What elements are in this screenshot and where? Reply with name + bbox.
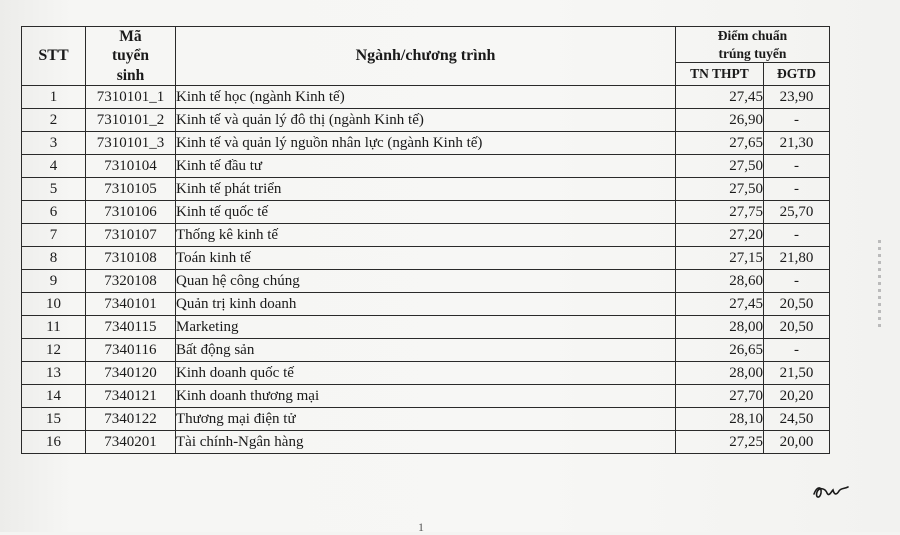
cell-stt: 1 xyxy=(22,86,86,109)
cell-stt: 2 xyxy=(22,109,86,132)
page-number: 1 xyxy=(418,520,424,534)
cell-nganh: Kinh doanh quốc tế xyxy=(176,362,676,385)
cell-ma-tuyen-sinh: 7340121 xyxy=(86,385,176,408)
table-row xyxy=(22,155,830,178)
cell-dgtd: 20,20 xyxy=(764,385,830,408)
header-ma-line2: tuyển xyxy=(111,47,150,65)
cell-ma-tuyen-sinh: 7310101_2 xyxy=(86,109,176,132)
cell-stt: 13 xyxy=(22,362,86,385)
header-ma-line3: sinh xyxy=(116,66,145,84)
table-row xyxy=(22,178,830,201)
table-row xyxy=(22,431,830,454)
cell-nganh: Kinh tế và quản lý đô thị (ngành Kinh tế) xyxy=(176,109,676,132)
table-row xyxy=(22,293,830,316)
cell-nganh: Toán kinh tế xyxy=(176,247,676,270)
cell-nganh: Thống kê kinh tế xyxy=(176,224,676,247)
cell-nganh: Thương mại điện tử xyxy=(176,408,676,431)
table-row xyxy=(22,339,830,362)
cell-nganh: Bất động sản xyxy=(176,339,676,362)
cell-dgtd: 21,50 xyxy=(764,362,830,385)
cell-ma-tuyen-sinh: 7340120 xyxy=(86,362,176,385)
cell-ma-tuyen-sinh: 7340201 xyxy=(86,431,176,454)
cell-tn-thpt: 26,65 xyxy=(676,339,764,362)
cell-nganh: Tài chính-Ngân hàng xyxy=(176,431,676,454)
header-row xyxy=(22,27,830,63)
cell-stt: 16 xyxy=(22,431,86,454)
header-diem-line1: Điểm chuẩn xyxy=(717,28,788,43)
header-ma-line1: Mã xyxy=(119,28,142,45)
table-row xyxy=(22,385,830,408)
cell-nganh: Marketing xyxy=(176,316,676,339)
cell-dgtd: 20,50 xyxy=(764,293,830,316)
cell-dgtd: 20,00 xyxy=(764,431,830,454)
cell-dgtd: 21,80 xyxy=(764,247,830,270)
cell-dgtd: - xyxy=(764,270,830,293)
cell-tn-thpt: 27,25 xyxy=(676,431,764,454)
header-diem-line2: trúng tuyển xyxy=(718,45,787,61)
cell-nganh: Kinh tế học (ngành Kinh tế) xyxy=(176,86,676,109)
cell-stt: 10 xyxy=(22,293,86,316)
cell-nganh: Quan hệ công chúng xyxy=(176,270,676,293)
cell-stt: 6 xyxy=(22,201,86,224)
cell-tn-thpt: 26,90 xyxy=(676,109,764,132)
cell-tn-thpt: 28,60 xyxy=(676,270,764,293)
cell-dgtd: - xyxy=(764,224,830,247)
table-row xyxy=(22,362,830,385)
cell-nganh: Kinh tế và quản lý nguồn nhân lực (ngành Kinh tế) xyxy=(176,132,676,155)
cell-tn-thpt: 28,00 xyxy=(676,316,764,339)
cell-tn-thpt: 27,75 xyxy=(676,201,764,224)
cell-ma-tuyen-sinh: 7320108 xyxy=(86,270,176,293)
admission-scores-table xyxy=(21,26,830,454)
cell-stt: 11 xyxy=(22,316,86,339)
table-row xyxy=(22,109,830,132)
cell-stt: 9 xyxy=(22,270,86,293)
cell-tn-thpt: 27,20 xyxy=(676,224,764,247)
cell-tn-thpt: 28,00 xyxy=(676,362,764,385)
table-row xyxy=(22,408,830,431)
cell-stt: 4 xyxy=(22,155,86,178)
cell-dgtd: 21,30 xyxy=(764,132,830,155)
cell-ma-tuyen-sinh: 7310101_1 xyxy=(86,86,176,109)
cell-tn-thpt: 27,65 xyxy=(676,132,764,155)
cell-stt: 7 xyxy=(22,224,86,247)
table-row xyxy=(22,247,830,270)
table-row xyxy=(22,132,830,155)
cell-ma-tuyen-sinh: 7340101 xyxy=(86,293,176,316)
cell-ma-tuyen-sinh: 7310101_3 xyxy=(86,132,176,155)
signature-icon xyxy=(811,480,851,502)
cell-ma-tuyen-sinh: 7340115 xyxy=(86,316,176,339)
header-ma-tuyen-sinh xyxy=(86,27,176,86)
table-row xyxy=(22,224,830,247)
cell-ma-tuyen-sinh: 7310105 xyxy=(86,178,176,201)
table-row xyxy=(22,201,830,224)
table-row xyxy=(22,316,830,339)
cell-nganh: Quản trị kinh doanh xyxy=(176,293,676,316)
cell-nganh: Kinh tế phát triển xyxy=(176,178,676,201)
cell-tn-thpt: 28,10 xyxy=(676,408,764,431)
cell-ma-tuyen-sinh: 7340122 xyxy=(86,408,176,431)
scan-edge-mark xyxy=(878,240,881,330)
cell-nganh: Kinh tế quốc tế xyxy=(176,201,676,224)
cell-tn-thpt: 27,45 xyxy=(676,293,764,316)
header-dgtd: ĐGTD xyxy=(764,63,830,86)
cell-stt: 3 xyxy=(22,132,86,155)
cell-ma-tuyen-sinh: 7310104 xyxy=(86,155,176,178)
cell-stt: 5 xyxy=(22,178,86,201)
cell-dgtd: - xyxy=(764,155,830,178)
cell-dgtd: 25,70 xyxy=(764,201,830,224)
cell-ma-tuyen-sinh: 7310107 xyxy=(86,224,176,247)
cell-dgtd: 24,50 xyxy=(764,408,830,431)
cell-dgtd: - xyxy=(764,109,830,132)
cell-nganh: Kinh doanh thương mại xyxy=(176,385,676,408)
cell-stt: 15 xyxy=(22,408,86,431)
cell-tn-thpt: 27,50 xyxy=(676,178,764,201)
cell-ma-tuyen-sinh: 7310108 xyxy=(86,247,176,270)
header-tn-thpt: TN THPT xyxy=(676,63,764,86)
cell-dgtd: 20,50 xyxy=(764,316,830,339)
cell-tn-thpt: 27,45 xyxy=(676,86,764,109)
table-row xyxy=(22,86,830,109)
cell-dgtd: 23,90 xyxy=(764,86,830,109)
cell-tn-thpt: 27,70 xyxy=(676,385,764,408)
header-stt: STT xyxy=(22,27,86,86)
cell-stt: 8 xyxy=(22,247,86,270)
cell-dgtd: - xyxy=(764,339,830,362)
cell-ma-tuyen-sinh: 7310106 xyxy=(86,201,176,224)
cell-tn-thpt: 27,50 xyxy=(676,155,764,178)
cell-stt: 14 xyxy=(22,385,86,408)
cell-tn-thpt: 27,15 xyxy=(676,247,764,270)
cell-nganh: Kinh tế đầu tư xyxy=(176,155,676,178)
cell-stt: 12 xyxy=(22,339,86,362)
header-nganh-chuong-trinh: Ngành/chương trình xyxy=(176,27,676,86)
cell-dgtd: - xyxy=(764,178,830,201)
header-diem-chuan xyxy=(676,27,830,63)
table-row xyxy=(22,270,830,293)
cell-ma-tuyen-sinh: 7340116 xyxy=(86,339,176,362)
